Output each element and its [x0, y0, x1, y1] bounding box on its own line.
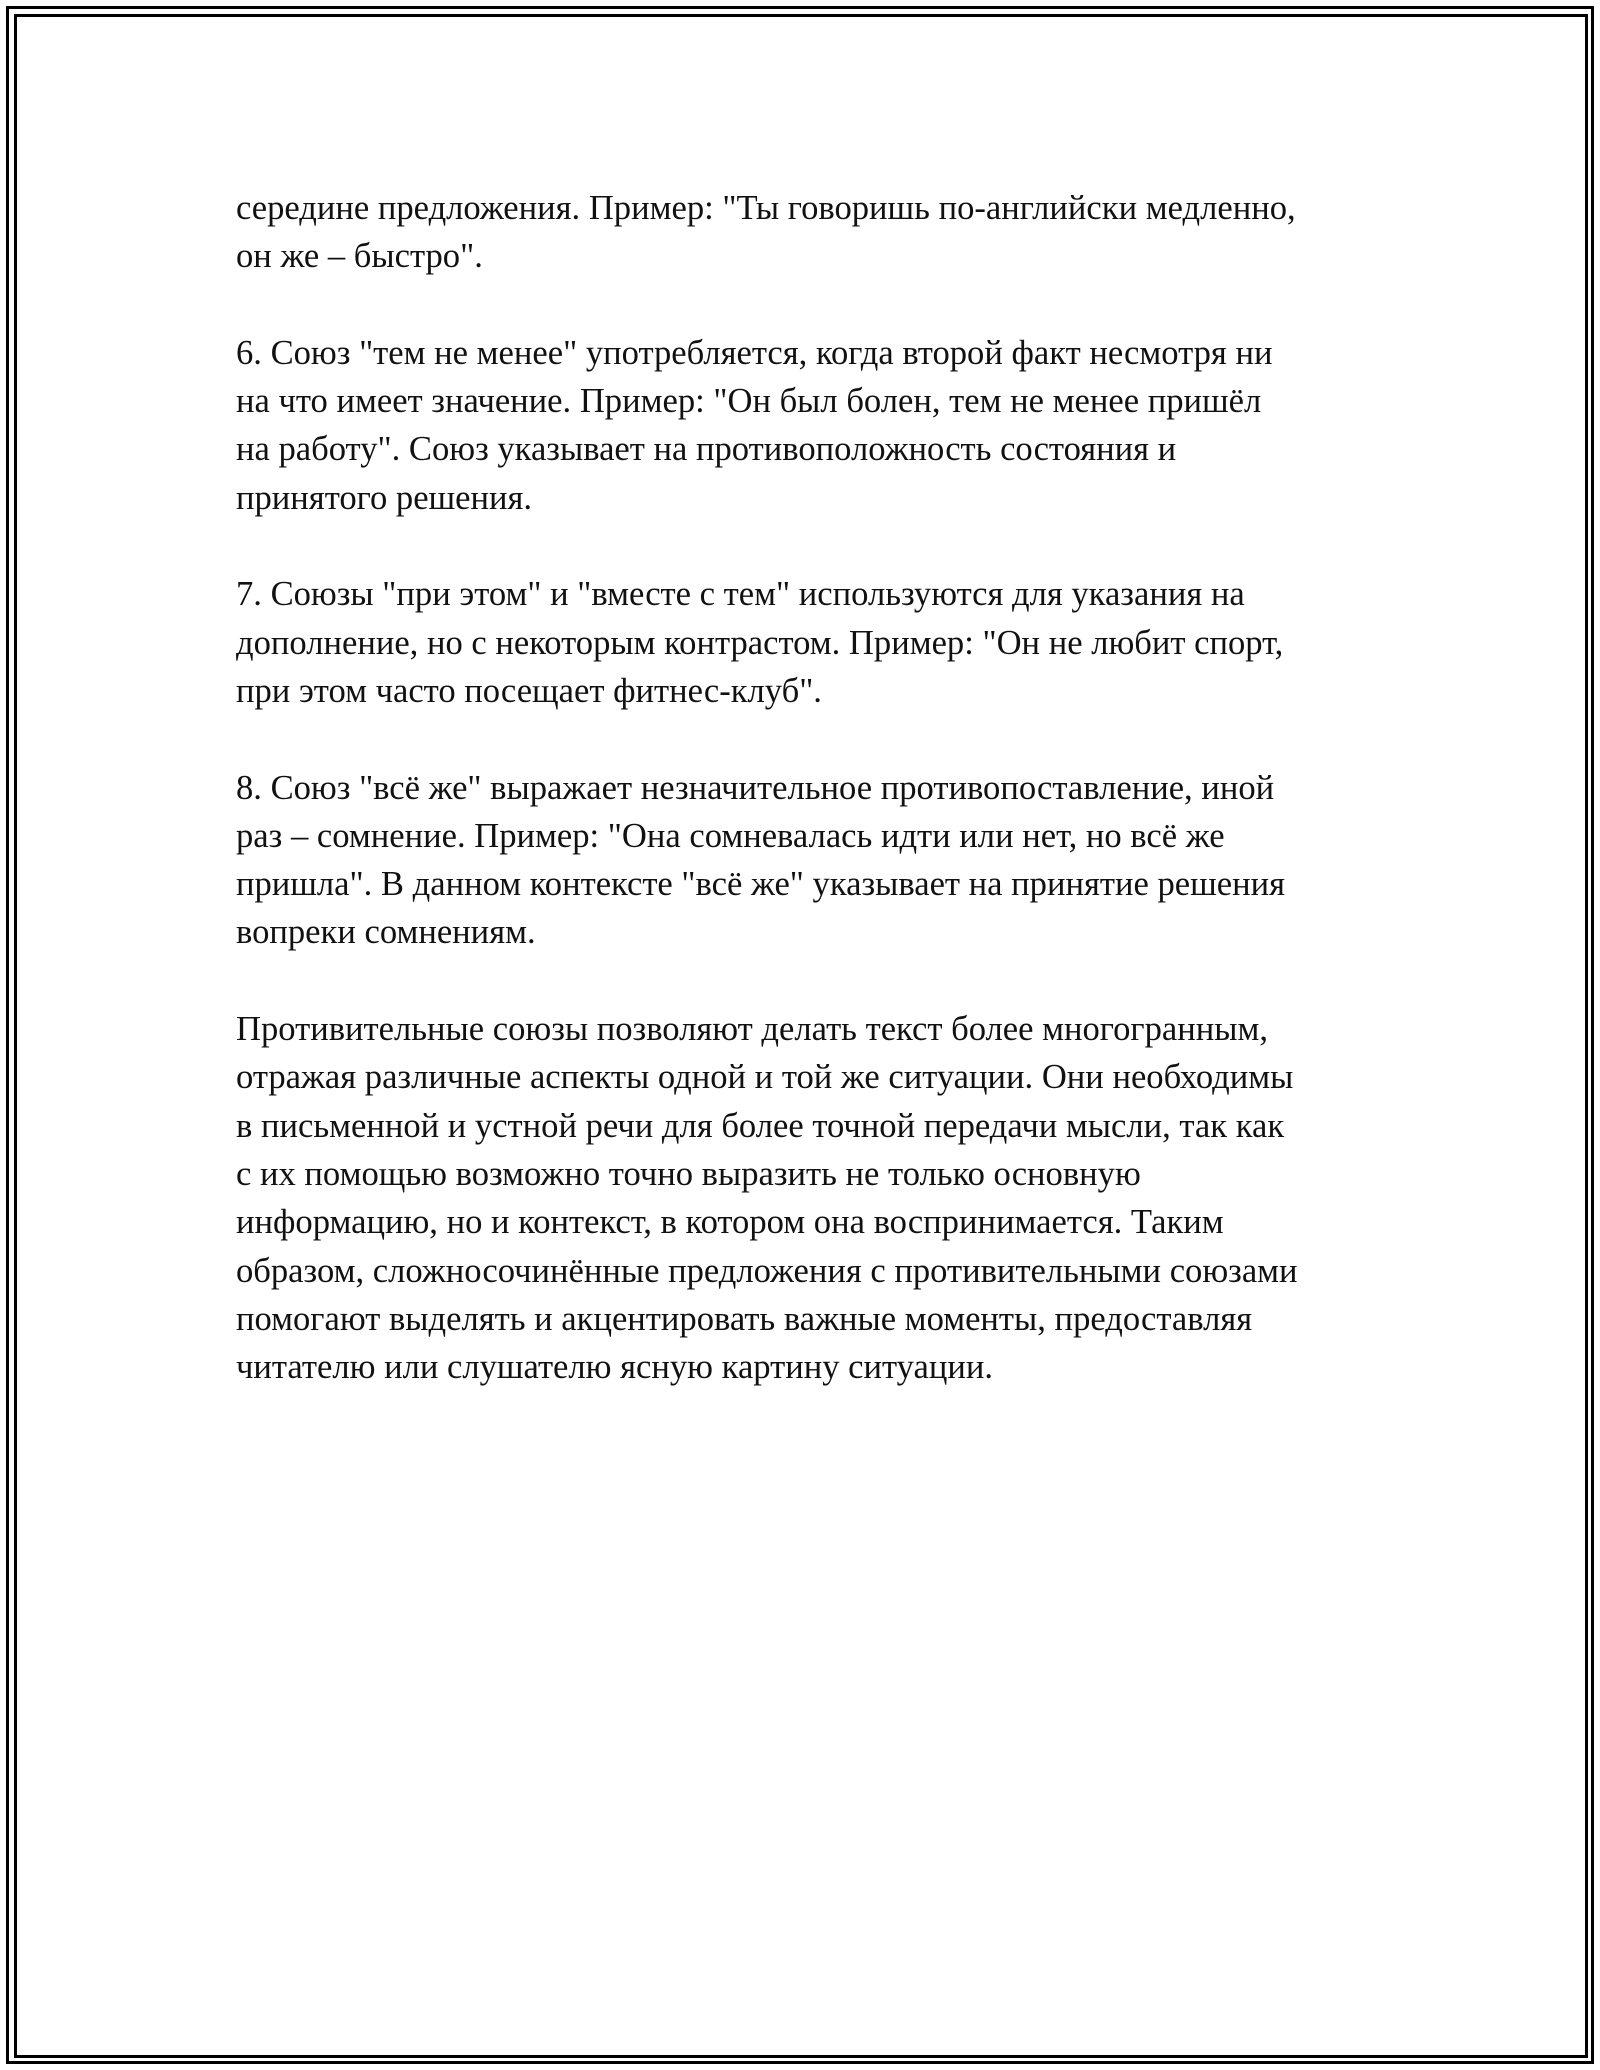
text-line: дополнение, но с некоторым контрастом. Пример: "Он не любит спорт, [236, 623, 1284, 662]
text-line: отражая различные аспекты одной и той же ситуации. Они необходимы [236, 1058, 1294, 1097]
text-line: помогают выделять и акцентировать важные моменты, предоставляя [236, 1299, 1253, 1338]
paragraph-item-6 [236, 329, 1386, 522]
paragraph-continuation [236, 184, 1386, 281]
text-line: он же – быстро". [236, 237, 483, 276]
text-line: при этом часто посещает фитнес-клуб". [236, 671, 822, 710]
text-line: 8. Союз "всё же" выражает незначительное противопоставление, иной [236, 768, 1275, 807]
text-line: раз – сомнение. Пример: "Она сомневалась идти или нет, но всё же [236, 816, 1225, 855]
text-line: в письменной и устной речи для более точной передачи мысли, так как [236, 1106, 1285, 1145]
paragraph-conclusion [236, 1005, 1386, 1391]
text-line: 6. Союз "тем не менее" употребляется, когда второй факт несмотря ни [236, 333, 1273, 372]
text-line: читателю или слушателю ясную картину ситуации. [236, 1348, 994, 1387]
text-line: образом, сложносочинённые предложения с противительными союзами [236, 1251, 1298, 1290]
text-line: середине предложения. Пример: "Ты говоришь по-английски медленно, [236, 189, 1296, 227]
text-line: на что имеет значение. Пример: "Он был болен, тем не менее пришёл [236, 382, 1262, 421]
text-line: принятого решения. [236, 478, 533, 517]
text-line: информацию, но и контекст, в котором она воспринимается. Таким [236, 1203, 1224, 1242]
text-line: с их помощью возможно точно выразить не только основную [236, 1154, 1141, 1193]
text-line: пришла". В данном контексте "всё же" указывает на принятие решения [236, 865, 1286, 904]
text-line: 7. Союзы "при этом" и "вместе с тем" используются для указания на [236, 575, 1245, 614]
paragraph-item-7 [236, 570, 1386, 715]
text-line: на работу". Союз указывает на противоположность состояния и [236, 430, 1177, 469]
text-line: Противительные союзы позволяют делать текст более многогранным, [236, 1010, 1268, 1049]
paragraph-item-8 [236, 764, 1386, 957]
document-body [236, 184, 1386, 1440]
text-line: вопреки сомнениям. [236, 913, 536, 952]
